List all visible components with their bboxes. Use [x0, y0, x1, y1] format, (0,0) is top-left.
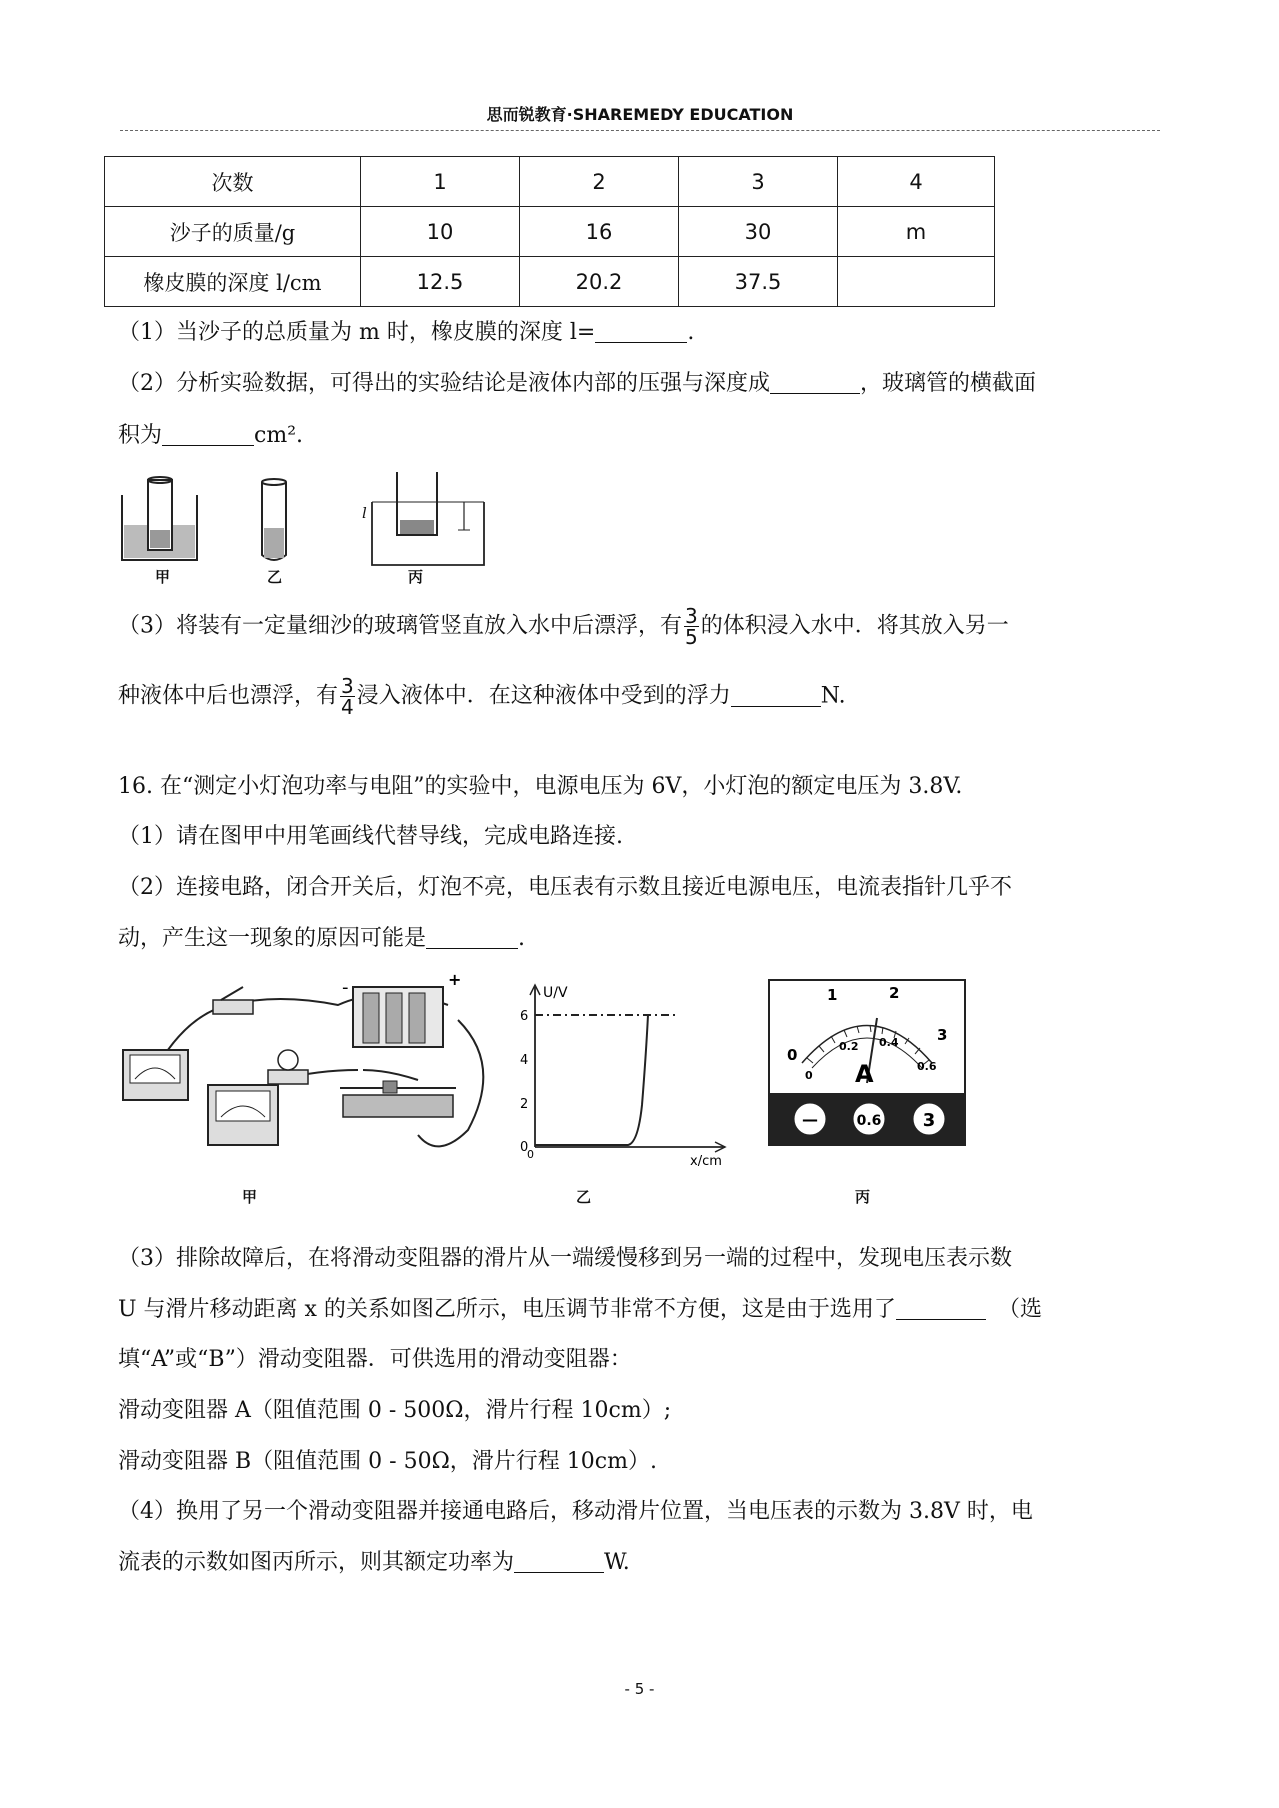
fraction: $\frac{3}{4}$: [341, 674, 354, 719]
bottom-scale-label: 0.4: [879, 1036, 899, 1049]
table-cell: 37.5: [679, 257, 838, 307]
q16-part4: （4）换用了另一个滑动变阻器并接通电路后，移动滑片位置，当电压表的示数为 3.8V 时，电: [118, 1499, 1033, 1524]
bottom-scale-label: 0: [805, 1069, 813, 1082]
rheostat-option-a: 滑动变阻器 A（阻值范围 0 - 500Ω，滑片行程 10cm）;: [118, 1398, 672, 1423]
figure-caption: 乙: [576, 1188, 592, 1206]
table-cell: 3: [679, 157, 838, 207]
table-cell: 12.5: [361, 257, 520, 307]
answer-blank[interactable]: [514, 1548, 604, 1573]
table-row: [105, 257, 995, 307]
table-cell: 1: [361, 157, 520, 207]
q16-part4-cont: 流表的示数如图丙所示，则其额定功率为 W.: [118, 1550, 630, 1575]
y-axis-label: U/V: [543, 985, 568, 1001]
y-tick-label: 4: [520, 1053, 529, 1068]
top-scale-label: 0: [787, 1046, 798, 1064]
figure-caption: 甲: [242, 1188, 258, 1206]
circuit-figure: [118, 970, 478, 1160]
table-cell: 16: [520, 207, 679, 257]
depth-figure: [372, 472, 484, 565]
q16-part2: （2）连接电路，闭合开关后，灯泡不亮，电压表有示数且接近电源电压，电流表指针几乎不: [118, 875, 1013, 900]
table-cell: 2: [520, 157, 679, 207]
figure-caption: 丙: [855, 1188, 871, 1206]
q15-part1: （1）当沙子的总质量为 m 时，橡皮膜的深度 l= .: [118, 320, 695, 345]
terminal-label: —: [802, 1110, 818, 1129]
q16-part3-options: 填“A”或“B”）滑动变阻器．可供选用的滑动变阻器：: [118, 1347, 632, 1372]
table-cell: 10: [361, 207, 520, 257]
bottom-scale-label: 0.6: [917, 1060, 937, 1073]
table-cell: [838, 257, 995, 307]
q16-part2-cont: 动，产生这一现象的原因可能是 .: [118, 926, 526, 951]
ux-graph: [510, 975, 730, 1169]
x-axis-label: x/cm: [690, 1154, 722, 1169]
battery-plus: +: [448, 970, 462, 989]
rheostat-option-b: 滑动变阻器 B（阻值范围 0 - 50Ω，滑片行程 10cm）.: [118, 1449, 657, 1474]
tube-figure: [262, 479, 286, 560]
y-tick-label: 0: [520, 1140, 529, 1155]
fraction: $\frac{3}{5}$: [685, 604, 698, 649]
q16-part1: （1）请在图甲中用笔画线代替导线，完成电路连接.: [118, 824, 623, 849]
x-origin-label: 0: [527, 1148, 534, 1161]
top-scale-label: 2: [889, 984, 900, 1002]
figure-caption: 丙: [408, 568, 424, 586]
top-scale-label: 3: [937, 1026, 948, 1044]
beaker-figure: [122, 477, 197, 560]
table-cell: m: [838, 207, 995, 257]
table-cell: 次数: [105, 157, 361, 207]
answer-blank[interactable]: [162, 421, 254, 446]
ammeter-dial: [767, 978, 967, 1148]
page-number: - 5 -: [624, 1680, 655, 1698]
q15-part2: （2）分析实验数据，可得出的实验结论是液体内部的压强与深度成 ，玻璃管的横截面: [118, 371, 1037, 396]
answer-blank[interactable]: [595, 318, 687, 343]
depth-label: l: [362, 504, 367, 522]
voltmeter-icon: [123, 1050, 188, 1100]
table-cell: 橡皮膜的深度 l/cm: [105, 257, 361, 307]
rheostat-icon: [340, 1081, 456, 1117]
page-header: 思而锐教育·SHAREMEDY EDUCATION: [486, 105, 794, 124]
header-divider: [120, 130, 1160, 131]
figure-caption: 乙: [267, 568, 283, 586]
ammeter-icon: [208, 1085, 278, 1145]
q15-part3-cont: 种液体中后也漂浮，有 $\frac{3}{4}$ 浸入液体中．在这种液体中受到的浮力 N.: [118, 674, 846, 719]
q15-part3: （3）将装有一定量细沙的玻璃管竖直放入水中后漂浮，有 $\frac{3}{5}$ 的体积浸入水中．将其放入另一: [118, 604, 1009, 649]
table-row: [105, 207, 995, 257]
q16-part3: （3）排除故障后，在将滑动变阻器的滑片从一端缓慢移到另一端的过程中，发现电压表示数: [118, 1246, 1013, 1271]
answer-blank[interactable]: [731, 682, 821, 707]
bottom-scale-label: 0.2: [839, 1040, 859, 1053]
table-row: [105, 157, 995, 207]
answer-blank[interactable]: [896, 1295, 986, 1320]
y-tick-label: 6: [520, 1009, 529, 1024]
q16-title: 16. 在“测定小灯泡功率与电阻”的实验中，电源电压为 6V，小灯泡的额定电压为 3.8V.: [118, 774, 963, 799]
table-cell: 20.2: [520, 257, 679, 307]
q16-part3-cont: U 与滑片移动距离 x 的关系如图乙所示，电压调节非常不方便，这是由于选用了 （选: [118, 1297, 1042, 1322]
table-cell: 沙子的质量/g: [105, 207, 361, 257]
terminal-label: 3: [922, 1110, 936, 1131]
terminal-label: 0.6: [856, 1113, 882, 1129]
bulb-icon: [268, 1050, 308, 1084]
q15-part2-cont: 积为 cm².: [118, 423, 304, 448]
table-cell: 4: [838, 157, 995, 207]
data-table: [104, 156, 995, 307]
answer-blank[interactable]: [770, 369, 860, 394]
table-cell: 30: [679, 207, 838, 257]
answer-blank[interactable]: [426, 924, 518, 949]
figure-caption: 甲: [155, 568, 171, 586]
battery-minus: -: [342, 977, 349, 998]
y-tick-label: 2: [520, 1097, 529, 1112]
battery-icon: [353, 987, 443, 1047]
top-scale-label: 1: [827, 986, 838, 1004]
unit-label: A: [855, 1060, 874, 1088]
switch-icon: [213, 987, 253, 1014]
